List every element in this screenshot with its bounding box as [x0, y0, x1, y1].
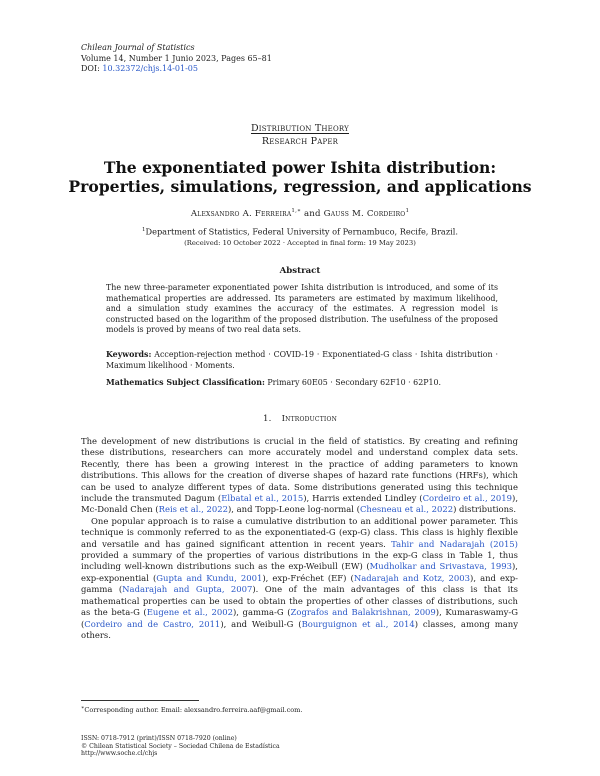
author-2: Gauss M. Cordeiro — [323, 208, 406, 219]
citation-link[interactable]: Nadarajah and Gupta, 2007 — [122, 584, 253, 595]
citation-link[interactable]: Cordeiro and de Castro, 2011 — [84, 618, 221, 629]
citation-link[interactable]: Nadarajah and Kotz, 2003 — [353, 572, 471, 583]
footnote-divider — [81, 700, 199, 701]
doi-line — [81, 64, 272, 75]
category-theme: Distribution Theory — [250, 123, 349, 134]
citation-link[interactable]: Bourguignon et al., 2014 — [301, 618, 415, 629]
footnote-mark: ∗ — [81, 705, 85, 711]
paragraph-2 — [81, 516, 518, 641]
citation-link[interactable]: Reis et al., 2022 — [158, 504, 228, 515]
author-conjunction: and — [303, 208, 321, 219]
title-line-2: Properties, simulations, regression, and applications — [68, 176, 532, 196]
paragraph-1 — [81, 436, 518, 516]
category-type: Research Paper — [261, 135, 339, 147]
citation-link[interactable]: Cordeiro et al., 2019 — [422, 493, 513, 504]
text-run: One popular approach is to raise a cumulative distribution to an additional power parameter. This technique is commonly referred to as the exponentiated-G (exp-G) class. This class is highly flexible and versatile and has gained significant attention in recent years. — [81, 515, 518, 549]
volume-info: Volume 14, Number 1 Junio 2023, Pages 65–81 — [81, 53, 272, 63]
text-run: The development of new distributions is crucial in the field of statistics. By creating and refining these distributions, researchers can more accurately model and understand complex data sets. Recently, there has been a growing interest in the practice of adding parameters to known distributions. This allows for the creation of diverse shapes of hazard rate functions (HRFs), which can be used to analyze different types of data. Some distributions generated using this technique include the transmuted Dagum ( — [81, 436, 518, 504]
text-run: ) classes, among many others. — [81, 618, 518, 640]
section-heading — [0, 414, 600, 424]
text-run: ), Mc-Donald Chen ( — [81, 493, 519, 515]
text-run: ), exp-Fréchet (EF) ( — [262, 572, 354, 583]
footnote-text: Corresponding author. Email: alexsandro.ferreira.aaf@gmail.com. — [84, 706, 303, 715]
citation-link[interactable]: Chesneau et al., 2022 — [359, 504, 454, 515]
text-run: ), Kumaraswamy-G ( — [81, 607, 518, 629]
doi-label: DOI: — [81, 64, 100, 73]
text-run: ) distributions. — [453, 504, 517, 515]
text-run: ), and Topp-Leone log-normal ( — [227, 504, 360, 515]
text-run: ). One of the main advantages of this class is that its mathematical properties can be used to obtain the properties of other classes of distributions, such as the beta-G ( — [81, 584, 518, 618]
section-number: 1. — [262, 414, 272, 424]
keywords-text: Acception-rejection method · COVID-19 · Exponentiated-G class · Ishita distribution · Maximum likelihood · Moments. — [106, 350, 499, 370]
title-line-1: The exponentiated power Ishita distribution: — [103, 158, 497, 177]
author-1: Alexsandro A. Ferreira — [190, 208, 292, 219]
author-2-marks: 1 — [405, 208, 410, 214]
msc-text: Primary 60E05 · Secondary 62F10 · 62P10. — [267, 378, 442, 387]
journal-name: Chilean Journal of Statistics — [81, 43, 195, 52]
paper-title — [40, 159, 560, 196]
footnote — [81, 704, 302, 714]
society-url[interactable]: http://www.soche.cl/chjs — [81, 750, 158, 758]
abstract-heading: Abstract — [279, 266, 321, 276]
abstract-text: The new three-parameter exponentiated power Ishita distribution is introduced, and some of its mathematical properties are addressed. Its parameters are estimated by maximum likelihood, and a simulation study examines the accuracy of the estimates. A regression model is constructed based on the logarithm of the proposed distribution. The usefulness of the proposed models is proved by means of two real data sets. — [106, 283, 498, 334]
section-title: Introduction — [281, 414, 338, 424]
keywords-label: Keywords: — [106, 350, 152, 359]
citation-link[interactable]: Zografos and Balakrishnan, 2009 — [290, 607, 436, 618]
citation-link[interactable]: Mudholkar and Srivastava, 1993 — [369, 561, 513, 572]
received-dates: (Received: 10 October 2022 · Accepted in final form: 19 May 2023) — [184, 238, 416, 247]
affiliation-text: Department of Statistics, Federal University of Pernambuco, Recife, Brazil. — [145, 226, 458, 237]
journal-header — [81, 43, 272, 75]
citation-link[interactable]: Tahir and Nadarajah (2015) — [391, 538, 518, 549]
citation-link[interactable]: Eugene et al., 2002 — [146, 607, 233, 618]
issn-block — [81, 735, 280, 758]
text-run: ), and Weibull-G ( — [220, 618, 302, 629]
msc-label: Mathematics Subject Classification: — [106, 378, 265, 387]
introduction-body — [81, 436, 518, 641]
citation-link[interactable]: Elbatal et al., 2015 — [221, 493, 304, 504]
issn-line: ISSN: 0718-7912 (print)/ISSN 0718-7920 (online) — [81, 735, 237, 742]
keywords — [106, 350, 498, 371]
copyright-line: © Chilean Statistical Society – Sociedad Chilena de Estadística — [81, 742, 280, 750]
text-run: ), exp-exponential ( — [81, 561, 518, 583]
doi-link[interactable]: 10.32372/chjs.14-01-05 — [102, 64, 198, 73]
paper-category — [0, 123, 600, 148]
text-run: ), gamma-G ( — [232, 607, 291, 618]
msc-classification — [106, 378, 498, 389]
text-run: provided a summary of the properties of various distributions in the exp-G class in Table 1, thus including well-known distributions such as the exp-Weibull (EW) ( — [81, 550, 518, 572]
citation-link[interactable]: Gupta and Kundu, 2001 — [156, 572, 263, 583]
author-list — [0, 208, 600, 219]
affiliation-mark: 1 — [142, 227, 146, 233]
author-1-marks: 1,∗ — [291, 208, 302, 214]
text-run: ), Harris extended Lindley ( — [303, 493, 423, 504]
affiliation — [0, 225, 600, 249]
text-run: ), and exp-gamma ( — [81, 572, 519, 595]
